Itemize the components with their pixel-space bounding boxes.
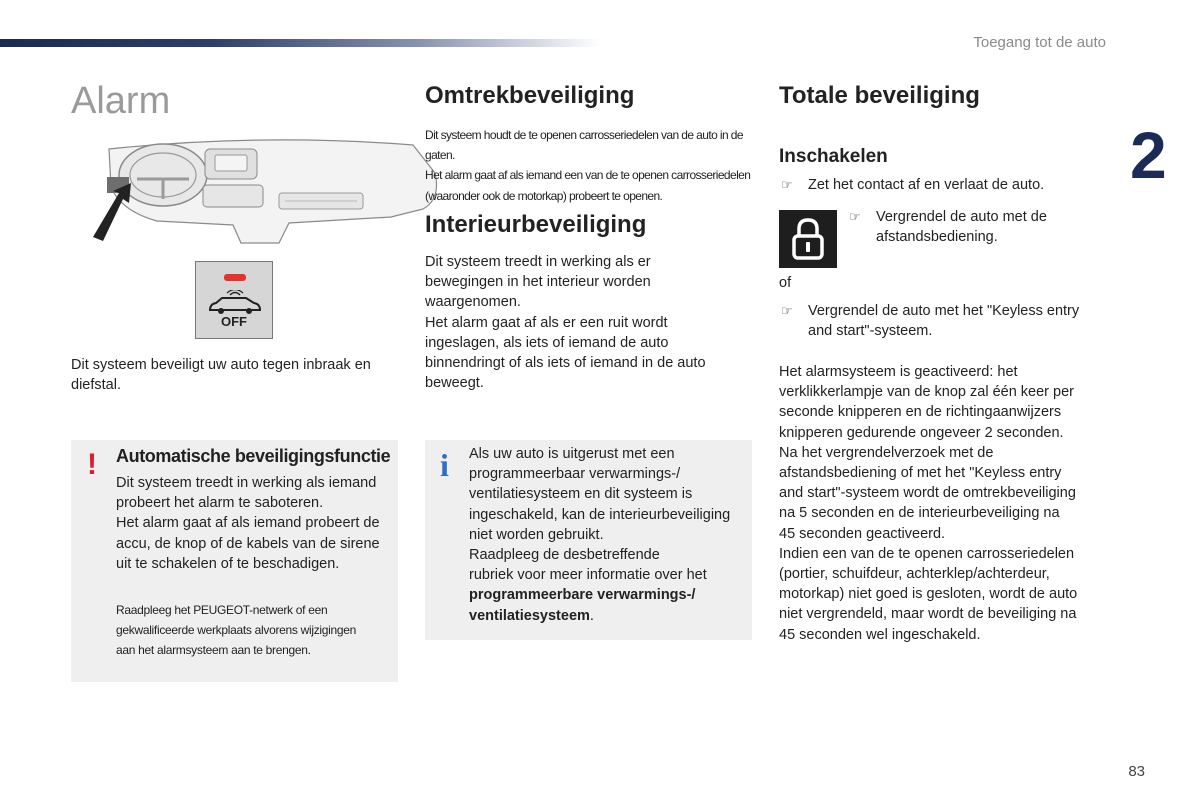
text-line: Indien een van de te openen carrosseriedelen — [779, 545, 1075, 562]
info-box — [425, 440, 752, 640]
step-2 — [876, 207, 1047, 247]
button-off-label: OFF — [221, 314, 247, 329]
or-label: of — [779, 275, 792, 291]
text-line: ingeslagen, als iets of iemand de auto — [425, 334, 669, 351]
warning-title: Automatische beveiligingsfunctie — [116, 446, 391, 466]
text-line: ingeschakeld, kan de interieurbeveiliging — [469, 506, 731, 523]
page-title: Alarm — [71, 80, 171, 122]
text-line: beweegt. — [425, 375, 484, 392]
text-line: niet vergrendeld, maar wordt de beveiliging na — [779, 606, 1077, 623]
step-3 — [808, 301, 1079, 341]
text-line: Vergrendel de auto met het "Keyless entry — [808, 303, 1080, 319]
text-line: knipperen gedurende ongeveer 2 seconden. — [779, 424, 1064, 441]
chapter-title: Toegang tot de auto — [973, 34, 1106, 51]
lock-icon — [779, 210, 837, 268]
text-line: gekwalificeerde werkplaats alvorens wijzigingen — [116, 623, 357, 638]
warning-box — [71, 440, 398, 682]
text-line: motorkap) niet goed is gesloten, wordt de auto — [779, 586, 1078, 603]
text-line: (portier, schuifdeur, achterklep/achterdeur, — [779, 566, 1050, 583]
bullet-icon: ☞ — [781, 303, 793, 318]
text-line-bold: programmeerbare verwarmings-/ — [469, 587, 696, 604]
text-line: Het alarm gaat af als iemand een van de te openen carrosseriedelen — [425, 168, 751, 183]
text-line: (waaronder ook de motorkap) probeert te openen. — [425, 188, 663, 203]
text-line: probeert het alarm te saboteren. — [116, 495, 324, 512]
text-line: rubriek voor meer informatie over het — [469, 567, 707, 584]
warning-note — [116, 600, 356, 661]
text-line: and start"-systeem. — [808, 323, 933, 340]
text-line: Vergrendel de auto met de — [876, 209, 1047, 225]
interieur-heading: Interieurbeveiliging — [425, 211, 647, 238]
text-line: Dit systeem beveiligt uw auto tegen inbraak en — [71, 357, 371, 373]
text-line: Het alarm gaat af als er een ruit wordt — [425, 314, 668, 331]
text-line: Raadpleeg het PEUGEOT-netwerk of een — [116, 603, 328, 617]
text-line: ventilatiesysteem en dit systeem is — [469, 486, 693, 503]
text-line: afstandsbediening of met het "Keyless entry — [779, 465, 1062, 482]
bullet-icon: ☞ — [849, 209, 861, 224]
text-line: and start"-systeem wordt de omtrekbeveiliging — [779, 485, 1076, 502]
totale-heading: Totale beveiliging — [779, 82, 980, 109]
text-line: Als uw auto is uitgerust met een — [469, 446, 675, 462]
text-line: na 5 seconden en de interieurbeveiliging na — [779, 505, 1060, 522]
text-line: bewegingen in het interieur worden — [425, 274, 651, 291]
interieur-body — [425, 252, 706, 393]
text-line: waargenomen. — [425, 294, 521, 311]
step-1: Zet het contact af en verlaat de auto. — [808, 177, 1045, 193]
info-body — [469, 444, 730, 626]
alarm-button-illustration — [195, 261, 273, 339]
text-line: aan het alarmsysteem aan te brengen. — [116, 643, 311, 658]
page-number: 83 — [1128, 763, 1145, 780]
alarm-description — [71, 355, 398, 395]
text-line: uit te schakelen of te beschadigen. — [116, 555, 340, 572]
warning-body — [116, 473, 380, 574]
inschakelen-heading: Inschakelen — [779, 146, 888, 167]
activation-paragraph — [779, 362, 1109, 645]
text-line: verklikkerlampje van de knop zal één keer per — [779, 384, 1074, 401]
omtrek-heading: Omtrekbeveiliging — [425, 82, 635, 109]
info-icon: i — [440, 447, 449, 483]
text-line — [469, 606, 730, 626]
text-line: Raadpleeg de desbetreffende — [469, 547, 660, 564]
header-gradient-bar — [0, 39, 600, 47]
text-line: diefstal. — [71, 377, 121, 394]
text-line: 45 seconden wel ingeschakeld. — [779, 626, 981, 643]
text-bold: ventilatiesysteem — [469, 607, 590, 624]
dashboard-illustration — [91, 137, 447, 247]
warning-icon: ! — [87, 448, 97, 481]
text-line: binnendringt of als iets of iemand in de auto — [425, 355, 706, 372]
chapter-number: 2 — [1130, 118, 1167, 192]
text-line: programmeerbaar verwarmings-/ — [469, 466, 681, 483]
text-line: Het alarm gaat af als iemand probeert de — [116, 515, 380, 532]
padlock-icon — [779, 210, 837, 268]
omtrek-body — [425, 125, 765, 206]
text-line: Dit systeem houdt de te openen carrosseriedelen van de auto in de gaten. — [425, 128, 743, 163]
text-line: Dit systeem treedt in werking als er — [425, 254, 651, 270]
bullet-icon: ☞ — [781, 177, 793, 192]
text-line: Het alarmsysteem is geactiveerd: het — [779, 364, 1018, 380]
text-line: Na het vergrendelverzoek met de — [779, 444, 994, 461]
text-line: 45 seconden geactiveerd. — [779, 525, 946, 542]
text-line: niet worden gebruikt. — [469, 526, 604, 543]
text-period: . — [589, 607, 594, 624]
text-line: accu, de knop of de kabels van de sirene — [116, 535, 380, 552]
text-line: seconde knipperen en de richtingaanwijzers — [779, 404, 1062, 421]
text-line: afstandsbediening. — [876, 229, 998, 246]
alarm-led — [224, 274, 246, 281]
text-line: Dit systeem treedt in werking als iemand — [116, 475, 377, 491]
